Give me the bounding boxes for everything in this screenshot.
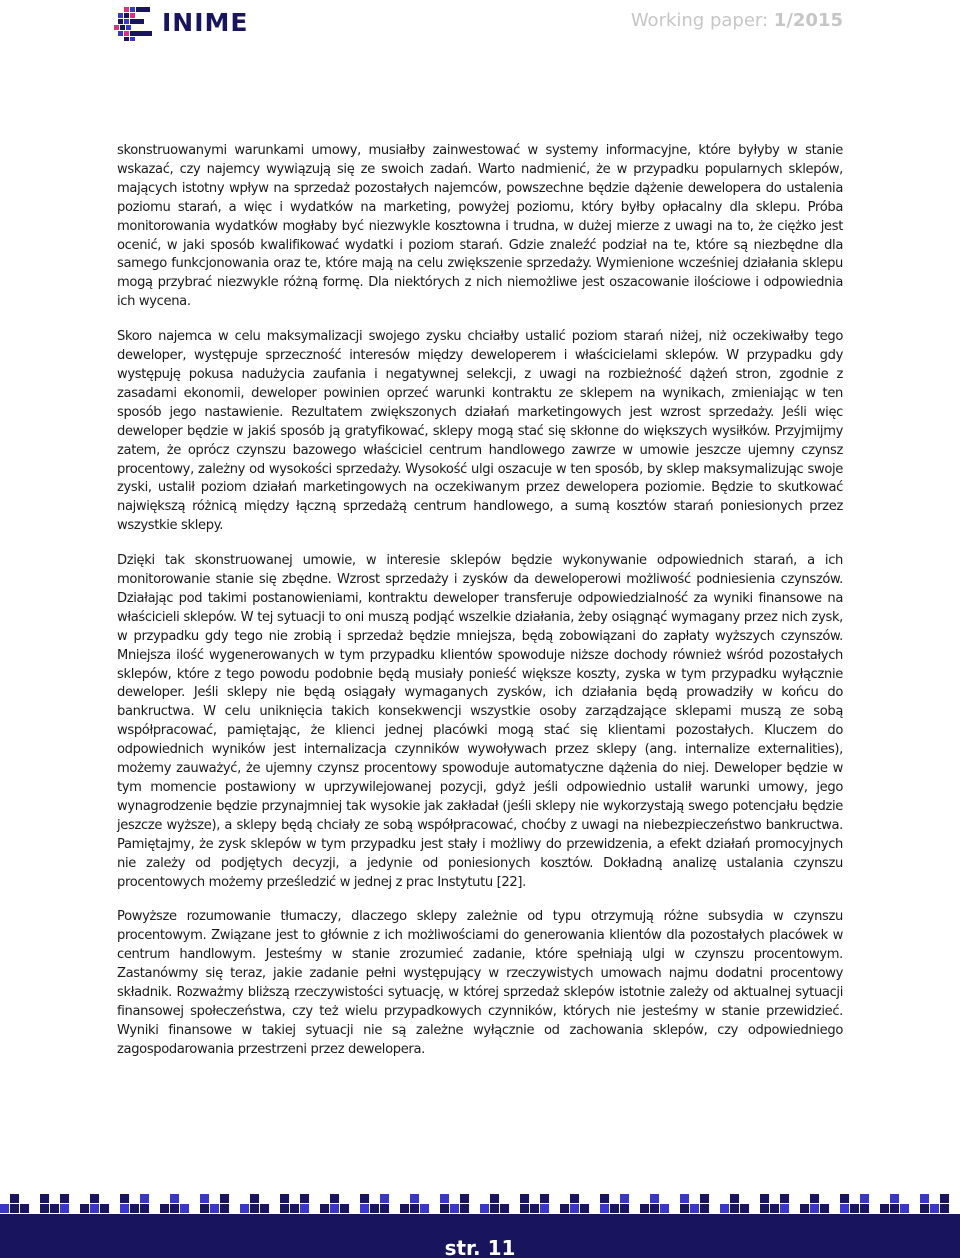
- paragraph: Dzięki tak skonstruowanej umowie, w interesie sklepów będzie wykonywanie odpowiednich starań, a ich monitorowanie stanie się zbędne. Wzrost sprzedaży i zysków da deweloperowi możliwość podniesienia czynszów. Działając pod takimi postanowieniami, kontraktu deweloper transferuje odpowiedzialność za wyniki finansowe na właścicieli sklepów. W tej sytuacji to oni muszą podjąć wszelkie działania, żeby osiągnąć wymagany przez nich zysk, w przypadku gdy tego nie zrobią i sprzedaż będzie mniejsza, będą zobowiązani do zapłaty wyższych czynszów. Mniejsza ilość wygenerowanych w tym przypadku klientów spowoduje niższe dochody również wśród pozostałych sklepów, które z tego powodu podobnie będą musiały ponieść większe koszty, zyska w tym przypadku wyłącznie deweloper. Jeśli sklepy nie będą osiągały wymaganych zysków, ich działania będą prowadziły w końcu do bankructwa. W celu uniknięcia takich konsekwencji wszystkie osoby zarządzające sklepami muszą ze sobą współpracować, pamiętając, że klienci jednej placówki mogą stać się klientami pozostałych. Kluczem do odpowiednich wyników jest internalizacja czynników wywoływach przez sklepy (ang. internalize externalities), możemy zauważyć, że ujemny czynsz procentowy spowoduje automatyczne dążenia do niej. Deweloper będzie w tym momencie postawiony w uprzywilejowanej pozycji, gdyż jeśli odpowiednio ustalił warunki umowy, jego wynagrodzenie będzie przynajmniej tak wysokie jak zakładał (jeśli sklepy nie wykorzystają swego potencjału będzie jeszcze wyższe), a sklepy będą chciały ze sobą współpracować, choćby z uwagi na niebezpieczeństwo bankructwa. Pamiętajmy, że zysk sklepów w tym przypadku jest stały i możliwy do przewidzenia, a efekt działań promocyjnych nie zależy od podjętych decyzji, a jedynie od poniesionych kosztów. Dokładną analizę ustalania czynszu procentowych możemy prześledzić w jednej z prac Instytutu [22].: [117, 553, 843, 890]
- page-number: str. 11: [444, 1236, 516, 1260]
- logo-text: INIME: [162, 8, 249, 37]
- inime-logo-mark-icon: [114, 4, 158, 42]
- paragraph: Powyższe rozumowanie tłumaczy, dlaczego sklepy zależnie od typu otrzymują różne subsydia w czynszu procentowym. Związane jest to głównie z ich możliwościami do generowania klientów dla pozostałych placówek w centrum handlowym. Jesteśmy w stanie zrozumieć zadanie, które spełniają ulgi w czynszu procentowym. Zastanówmy się teraz, jakie zadanie pełni występujący w rzeczywistych umowach najmu dodatni procentowy składnik. Rozważmy bliższą rzeczywistości sytuację, w której sprzedaż sklepów istotnie zależy od aktualnej sytuacji finansowej społeczeństwa, czy też wielu przypadkowych czynników, których nie jesteśmy w stanie przewidzieć. Wyniki finansowe w takiej sytuacji nie są zależne wyłącznie od zachowania sklepów, czy odpowiedniego zagospodarowania przestrzeni przez dewelopera.: [117, 909, 843, 1057]
- working-paper-number: 1/2015: [773, 10, 843, 31]
- working-paper-label: [631, 10, 843, 31]
- page-header: [0, 0, 960, 46]
- inime-logo: [114, 4, 266, 42]
- paragraph: Skoro najemca w celu maksymalizacji swojego zysku chciałby ustalić poziom starań niżej, niż oczekiwałby tego deweloper, występuje sprzeczność interesów między deweloperem i właścicielami sklepów. W przypadku gdy występuję pokusa nadużycia zaufania i negatywnej selekcji, z uwagi na rozbieżność dążeń stron, zgodnie z zasadami ekonomii, deweloper powinien oprzeć warunki kontraktu ze sklepem na wynikach, zmieniając w ten sposób jego nastawienie. Rezultatem zwiększonych działań marketingowych jest wzrost sprzedaży. Jeśli więc deweloper będzie w jakiś sposób ją gratyfikować, sklepy mogą stać się skłonne do większych wysiłków. Przyjmijmy zatem, że oprócz czynszu bazowego właściciel centrum handlowego zawrze w umowie jeszcze ujemny czynsz procentowy, zależny od wysokości sprzedaży. Wysokość ulgi oszacuje w ten sposób, by sklep maksymalizując swoje zyski, ustalił poziom działań marketingowych na oczekiwanym przez dewelopera poziomie. Będzie to skutkować największą różnicą między łączną sprzedażą centrum handlowego, a sumą kosztów starań poniesionych przez wszystkie sklepy.: [117, 329, 843, 534]
- document-body: [117, 142, 843, 1076]
- paragraph: skonstruowanymi warunkami umowy, musiałby zainwestować w systemy informacyjne, które byłyby w stanie wskazać, czy najemcy wywiązują się ze swoich zadań. Warto nadmienić, że w przypadku popularnych sklepów, mających istotny wpływ na sprzedaż pozostałych najemców, powszechne będzie dążenie dewelopera do ustalenia poziomu starań, a więc i wydatków na marketing, powyżej poziomu, który byłby opłacalny dla sklepu. Próba monitorowania wydatków mogłaby być niezwykle kosztowna i trudna, w dużej mierze z uwagi na to, że ciężko jest ocenić, w jaki sposób kwalifikować wydatki i poziom starań. Gdzie znaleźć podział na te, które są niezbędne dla samego funkcjonowania oraz te, które mają na celu zwiększenie sprzedaży. Wymienione wcześniej działania sklepu mogą przybrać niezwykle różną formę. Dla niektórych z nich niemożliwe jest oszacowanie ilościowe i odpowiednia ich wycena.: [117, 143, 843, 310]
- working-paper-prefix: Working paper:: [630, 10, 769, 31]
